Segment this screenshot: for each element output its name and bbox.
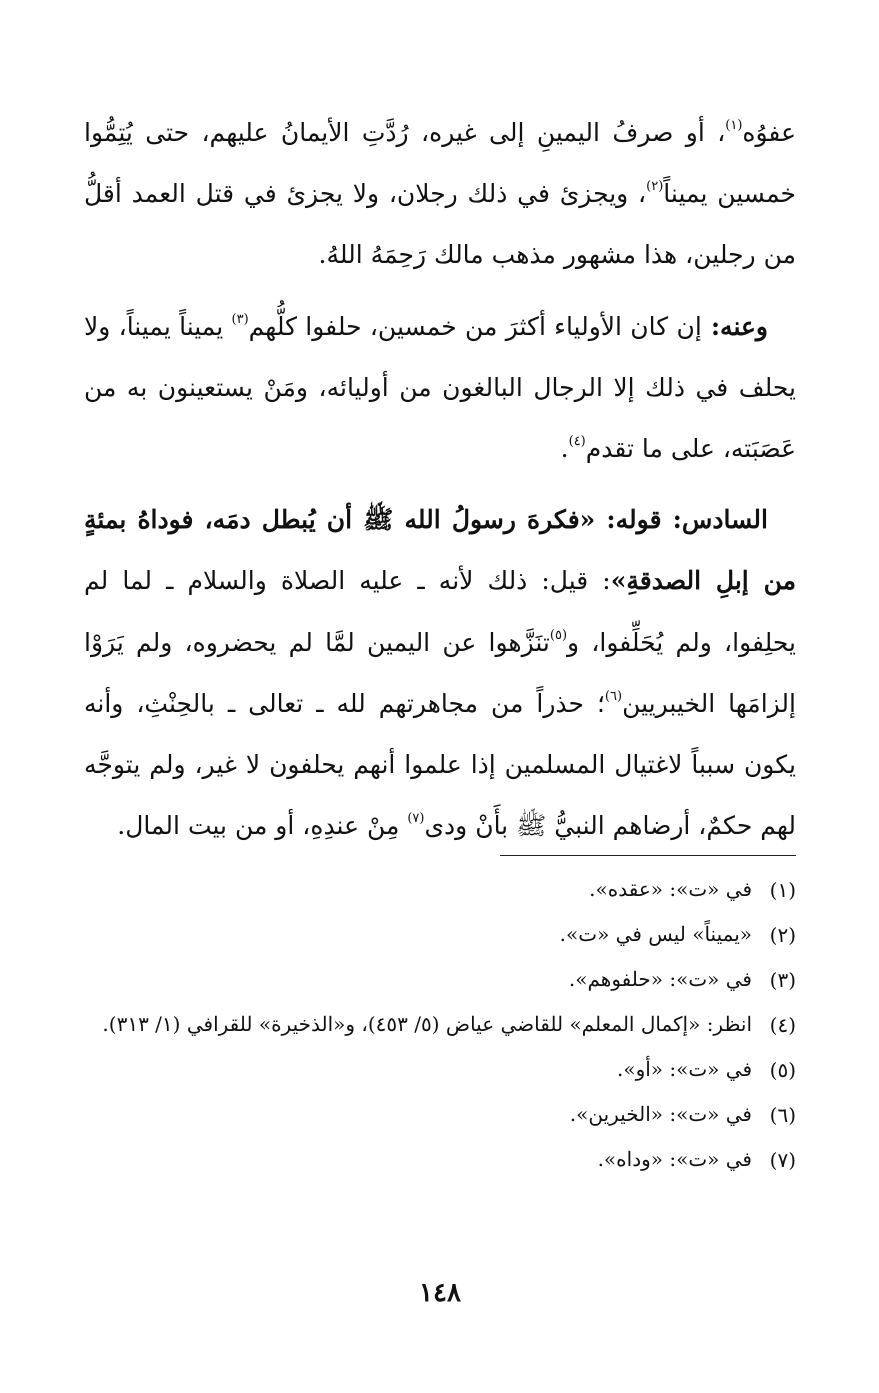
footnote-marker: (٤)	[568, 434, 586, 450]
footnote-marker: (٥)	[549, 627, 568, 643]
footnote-item	[84, 1138, 796, 1183]
paragraph-1	[84, 102, 796, 286]
footnote-item	[84, 868, 796, 913]
footnote-marker: (١)	[725, 118, 743, 133]
text-run: ، أو صرفُ اليمينِ إلى غيره، رُدَّتِ الأيمانُ عليهم، حتى يُتِمُّوا خمسين يميناً	[84, 118, 796, 209]
main-text	[84, 102, 796, 866]
footnote-number: (٥)	[769, 1058, 796, 1082]
text-run: : قيل: ذلك لأنه ـ عليه الصلاة والسلام ـ لما لم يحلِفوا، ولم يُحَلِّفوا، و	[84, 566, 796, 657]
footnote-item	[84, 1003, 796, 1048]
footnote-number: (٣)	[769, 968, 796, 992]
footnote-divider	[500, 855, 796, 856]
footnote-item	[84, 1093, 796, 1138]
text-run: .	[560, 434, 569, 464]
footnote-number: (٢)	[769, 923, 796, 947]
footnote-number: (١)	[769, 878, 796, 902]
footnote-item	[84, 958, 796, 1003]
text-run: عفوُه	[742, 118, 796, 147]
page-number: ١٤٨	[419, 1278, 461, 1308]
footnotes-list	[84, 868, 796, 1183]
text-run: ؛ حذراً من مجاهرتهم لله ـ تعالى ـ بالحِنْثِ، وأنه يكون سبباً لاغتيال المسلمين إذا علموا أنهم يحلفون لا غير، ولم يتوجَّه لهم حكمٌ، أرضاهم النبيُّ ﷺ بأَنْ ودى	[84, 688, 796, 841]
footnote-text: في «ت»: «أو».	[616, 1057, 752, 1081]
footnote-number: (٤)	[769, 1013, 796, 1037]
footnote-marker: (٣)	[231, 311, 249, 327]
text-run: تنَزَّهوا عن اليمين لمَّا لم يحضروه، ولم يَرَوْا إلزامَها الخيبريين	[84, 627, 796, 718]
text-run: ، ويجزئ في ذلك رجلان، ولا يجزئ في قتل العمد أقلُّ من رجلين، هذا مشهور مذهب مالك رَحِمَهُ اللهُ.	[84, 179, 796, 270]
footnote-marker: (٧)	[407, 811, 425, 827]
footnote-number: (٧)	[769, 1148, 796, 1172]
footnote-text: في «ت»: «عقده».	[589, 877, 752, 901]
footnote-text: «يميناً» ليس في «ت».	[559, 922, 752, 946]
footnote-text: في «ت»: «وداه».	[597, 1147, 752, 1171]
footnote-text: في «ت»: «الخيرين».	[569, 1102, 752, 1126]
text-run: يميناً يميناً، ولا يحلف في ذلك إلا الرجال البالغون من أوليائه، ومَنْ يستعينون به من عَصَبَته، على ما تقدم	[84, 311, 796, 464]
footnote-marker: (٦)	[604, 688, 623, 704]
text-run: مِنْ عندِهِ، أو من بيت المال.	[117, 811, 408, 841]
book-page	[84, 0, 796, 1393]
footnote-text: في «ت»: «حلفوهم».	[568, 967, 752, 991]
paragraph-2	[84, 296, 796, 480]
bold-text: وعنه:	[701, 311, 768, 341]
footnote-item	[84, 913, 796, 958]
footnote-item	[84, 1048, 796, 1093]
footnote-marker: (٢)	[646, 179, 664, 195]
text-run: إن كان الأولياء أكثرَ من خمسين، حلفوا كلُّهم	[248, 311, 702, 341]
footnote-text: انظر: «إكمال المعلم» للقاضي عياض (٥/ ٤٥٣)، و«الذخيرة» للقرافي (١/ ٣١٣).	[102, 1012, 752, 1036]
bold-text: السادس: قوله: «فكرهَ رسولُ الله ﷺ أن يُبطل دمَه، فوداهُ بمئةٍ من إبلِ الصدقةِ»	[84, 505, 796, 596]
footnote-number: (٦)	[769, 1103, 796, 1127]
paragraph-3	[84, 489, 796, 856]
